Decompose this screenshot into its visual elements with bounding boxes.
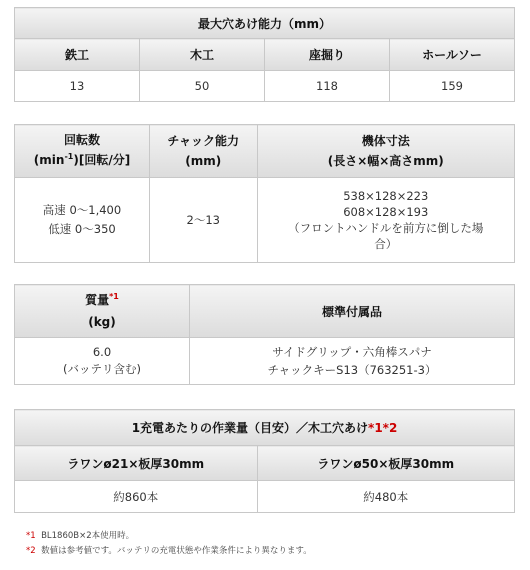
chuck-header-label: チャック能力	[167, 134, 240, 148]
rotation-high: 高速 0～1,400	[42, 203, 122, 217]
rotation-unit-rest: )[回転/分]	[73, 153, 131, 167]
footnote-mark: *1*2	[368, 421, 398, 435]
accessories-header: 標準付属品	[190, 285, 515, 338]
weight-value: 6.0	[92, 345, 112, 359]
column-header: ホールソー	[390, 39, 515, 71]
work-title-text: 1充電あたりの作業量（目安）／木工穴あけ	[131, 421, 369, 435]
footnote-text: BL1860B×2本使用時。	[41, 531, 135, 541]
weight-accessories-table	[14, 284, 515, 385]
column-header: 鉄工	[15, 39, 140, 71]
chuck-header-unit: (mm)	[185, 154, 222, 168]
dimensions-line-3: （フロントハンドルを前方に倒した場	[288, 221, 484, 235]
table-title: 最大穴あけ能力（mm）	[15, 8, 515, 39]
weight-header-text: 質量	[85, 293, 110, 307]
dimensions-header-unit: (長さ×幅×高さmm)	[327, 154, 444, 168]
column-header: 座掘り	[265, 39, 390, 71]
table-cell: 約480本	[257, 481, 515, 513]
footnote-mark: *1	[109, 292, 119, 301]
rotation-chuck-dimensions-table	[14, 124, 515, 263]
accessories-cell	[190, 338, 515, 385]
accessory-line-2: チャックキーS13（763251-3）	[267, 363, 437, 377]
dimensions-line-4: 合）	[374, 237, 398, 251]
table-cell: 118	[265, 71, 390, 102]
work-per-charge-table	[14, 409, 515, 513]
column-header: ラワンø50×板厚30mm	[257, 446, 515, 481]
footnote-mark: *1	[26, 531, 36, 541]
rotation-header-unit	[15, 150, 149, 172]
weight-note: (バッテリ含む)	[63, 362, 141, 376]
rotation-unit-min: (min	[33, 153, 65, 167]
dimensions-line-2: 608×128×193	[343, 205, 429, 219]
footnote-text: 数値は参考値です。バッテリの充電状態や作業条件により異なります。	[41, 546, 312, 556]
rotation-header-label: 回転数	[63, 133, 100, 147]
weight-header-unit: (kg)	[88, 315, 116, 329]
rotation-header	[15, 125, 150, 178]
table-cell: 159	[390, 71, 515, 102]
table-cell: 50	[140, 71, 265, 102]
table-title	[15, 410, 515, 446]
dimensions-header-label: 機体寸法	[361, 134, 410, 148]
dimensions-header	[257, 125, 515, 178]
column-header: ラワンø21×板厚30mm	[15, 446, 258, 481]
column-header: 木工	[140, 39, 265, 71]
rotation-cell	[15, 178, 150, 263]
rotation-low: 低速 0～350	[48, 222, 116, 236]
weight-header-label	[15, 290, 189, 312]
dimensions-cell	[257, 178, 515, 263]
weight-cell	[15, 338, 190, 385]
max-drilling-capacity-table	[14, 7, 515, 102]
chuck-header	[150, 125, 258, 178]
dimensions-line-1: 538×128×223	[343, 189, 429, 203]
chuck-cell: 2～13	[150, 178, 258, 263]
accessory-line-1: サイドグリップ・六角棒スパナ	[272, 345, 432, 359]
weight-header	[15, 285, 190, 338]
rotation-unit-sup: -1	[64, 152, 74, 161]
footnote-mark: *2	[26, 546, 36, 556]
footnote	[26, 544, 312, 559]
footnotes	[26, 529, 312, 559]
table-cell: 13	[15, 71, 140, 102]
footnote	[26, 529, 312, 544]
table-cell: 約860本	[15, 481, 258, 513]
